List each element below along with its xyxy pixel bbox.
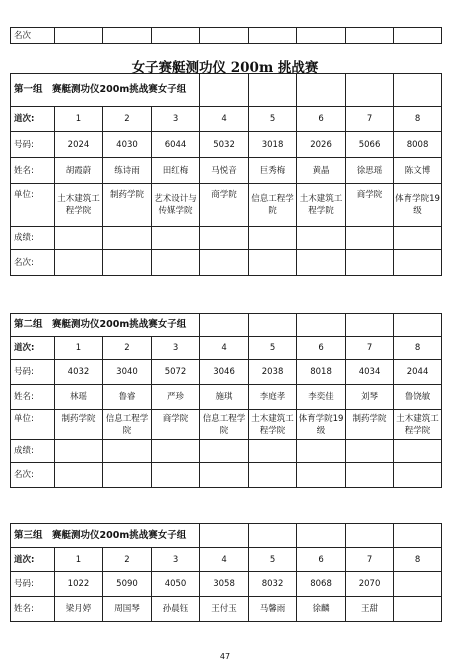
rank-label: 名次 (11, 28, 55, 44)
number-cell: 2024 (55, 132, 103, 158)
number-cell: 4032 (55, 360, 103, 385)
number-cell: 1022 (55, 572, 103, 597)
number-cell: 4050 (152, 572, 200, 597)
unit-cell: 体育学院19级 (394, 184, 442, 227)
number-cell: 2070 (346, 572, 394, 597)
lane-cell: 6 (297, 337, 346, 360)
score-cell (346, 440, 394, 463)
group-2-table (10, 313, 442, 488)
number-cell: 5072 (152, 360, 200, 385)
name-cell: 鲁饶敏 (394, 385, 442, 410)
name-cell: 孙晨钰 (152, 597, 200, 622)
name-cell: 严珍 (152, 385, 200, 410)
lane-cell: 2 (103, 107, 152, 132)
number-cell: 3046 (200, 360, 249, 385)
number-cell: 6044 (152, 132, 200, 158)
lane-cell: 5 (249, 548, 297, 572)
score-cell (297, 440, 346, 463)
lane-cell: 6 (297, 548, 346, 572)
score-cell (55, 440, 103, 463)
number-cell: 8032 (249, 572, 297, 597)
rank-cell (394, 250, 442, 276)
name-cell (394, 597, 442, 622)
name-label: 姓名: (11, 158, 55, 184)
name-cell: 陈文博 (394, 158, 442, 184)
name-cell: 施琪 (200, 385, 249, 410)
name-cell: 李庭孝 (249, 385, 297, 410)
lane-cell: 7 (346, 337, 394, 360)
rank-cell (152, 250, 200, 276)
rank-cell (152, 463, 200, 488)
lane-cell: 8 (394, 337, 442, 360)
unit-label: 单位: (11, 410, 55, 440)
group-title: 第二组 赛艇测功仪200m挑战赛女子组 (11, 314, 200, 337)
unit-cell: 土木建筑工程学院 (297, 184, 346, 227)
unit-cell: 信息工程学院 (103, 410, 152, 440)
unit-cell: 体育学院19级 (297, 410, 346, 440)
lane-cell: 8 (394, 548, 442, 572)
unit-cell: 制药学院 (103, 184, 152, 227)
name-cell: 刘琴 (346, 385, 394, 410)
unit-cell: 商学院 (152, 410, 200, 440)
group-title: 第三组 赛艇测功仪200m挑战赛女子组 (11, 524, 200, 548)
page-title: 女子赛艇测功仪 200m 挑战赛 (131, 60, 319, 76)
rank-cell (297, 463, 346, 488)
name-label: 姓名: (11, 597, 55, 622)
lane-cell: 5 (249, 337, 297, 360)
name-cell: 王付玉 (200, 597, 249, 622)
lane-cell: 7 (346, 107, 394, 132)
score-cell (152, 440, 200, 463)
lane-cell: 8 (394, 107, 442, 132)
unit-cell: 土木建筑工程学院 (55, 184, 103, 227)
score-cell (249, 227, 297, 250)
rank-cell (249, 463, 297, 488)
rank-label: 名次: (11, 463, 55, 488)
rank-cell (346, 250, 394, 276)
rank-cell (55, 463, 103, 488)
lane-cell: 5 (249, 107, 297, 132)
unit-cell: 制药学院 (346, 410, 394, 440)
score-cell (200, 227, 249, 250)
rank-cell (103, 463, 152, 488)
number-label: 号码: (11, 132, 55, 158)
rank-cell (200, 250, 249, 276)
score-cell (249, 440, 297, 463)
number-cell: 8018 (297, 360, 346, 385)
score-cell (394, 440, 442, 463)
name-cell: 黄晶 (297, 158, 346, 184)
rank-cell (394, 463, 442, 488)
rank-label: 名次: (11, 250, 55, 276)
name-cell: 巨秀梅 (249, 158, 297, 184)
lane-cell: 4 (200, 548, 249, 572)
number-cell: 4030 (103, 132, 152, 158)
number-cell: 8008 (394, 132, 442, 158)
score-label: 成绩: (11, 440, 55, 463)
name-cell: 林瑶 (55, 385, 103, 410)
name-cell: 鲁睿 (103, 385, 152, 410)
name-cell: 周国琴 (103, 597, 152, 622)
score-label: 成绩: (11, 227, 55, 250)
number-cell: 3040 (103, 360, 152, 385)
number-cell: 8068 (297, 572, 346, 597)
name-cell: 徐麟 (297, 597, 346, 622)
unit-cell: 商学院 (346, 184, 394, 227)
lane-cell: 6 (297, 107, 346, 132)
number-cell: 3018 (249, 132, 297, 158)
lane-label: 道次: (11, 337, 55, 360)
number-cell: 5090 (103, 572, 152, 597)
lane-cell: 3 (152, 548, 200, 572)
lane-cell: 4 (200, 107, 249, 132)
name-cell: 徐思瑶 (346, 158, 394, 184)
number-cell (394, 572, 442, 597)
group-title: 第一组 赛艇测功仪200m挑战赛女子组 (11, 74, 200, 107)
unit-cell: 艺术设计与传媒学院 (152, 184, 200, 227)
name-cell: 练诗雨 (103, 158, 152, 184)
rank-cell (55, 250, 103, 276)
unit-cell: 土木建筑工程学院 (394, 410, 442, 440)
lane-cell: 3 (152, 337, 200, 360)
lane-cell: 2 (103, 548, 152, 572)
name-cell: 王甜 (346, 597, 394, 622)
lane-cell: 2 (103, 337, 152, 360)
number-label: 号码: (11, 360, 55, 385)
rank-cell (346, 463, 394, 488)
number-cell: 5032 (200, 132, 249, 158)
lane-cell: 7 (346, 548, 394, 572)
score-cell (297, 227, 346, 250)
previous-table-fragment (10, 27, 442, 44)
name-cell: 梁月婷 (55, 597, 103, 622)
lane-label: 道次: (11, 548, 55, 572)
rank-cell (297, 250, 346, 276)
lane-cell: 1 (55, 337, 103, 360)
name-label: 姓名: (11, 385, 55, 410)
unit-label: 单位: (11, 184, 55, 227)
lane-cell: 4 (200, 337, 249, 360)
rank-cell (103, 250, 152, 276)
rank-cell (200, 463, 249, 488)
number-cell: 2026 (297, 132, 346, 158)
lane-cell: 3 (152, 107, 200, 132)
unit-cell: 土木建筑工程学院 (249, 410, 297, 440)
page-number: 47 (219, 652, 231, 661)
unit-cell: 信息工程学院 (249, 184, 297, 227)
score-cell (152, 227, 200, 250)
name-cell: 马悦音 (200, 158, 249, 184)
number-cell: 2044 (394, 360, 442, 385)
group-1-table (10, 73, 442, 276)
score-cell (103, 227, 152, 250)
lane-cell: 1 (55, 548, 103, 572)
number-cell: 5066 (346, 132, 394, 158)
unit-cell: 商学院 (200, 184, 249, 227)
name-cell: 马馨雨 (249, 597, 297, 622)
score-cell (55, 227, 103, 250)
name-cell: 李奕佳 (297, 385, 346, 410)
score-cell (346, 227, 394, 250)
number-label: 号码: (11, 572, 55, 597)
number-cell: 2038 (249, 360, 297, 385)
name-cell: 田红梅 (152, 158, 200, 184)
unit-cell: 信息工程学院 (200, 410, 249, 440)
score-cell (394, 227, 442, 250)
group-3-table (10, 523, 442, 622)
number-cell: 4034 (346, 360, 394, 385)
name-cell: 胡霞蔚 (55, 158, 103, 184)
score-cell (103, 440, 152, 463)
lane-cell: 1 (55, 107, 103, 132)
score-cell (200, 440, 249, 463)
number-cell: 3058 (200, 572, 249, 597)
unit-cell: 制药学院 (55, 410, 103, 440)
lane-label: 道次: (11, 107, 55, 132)
rank-cell (249, 250, 297, 276)
